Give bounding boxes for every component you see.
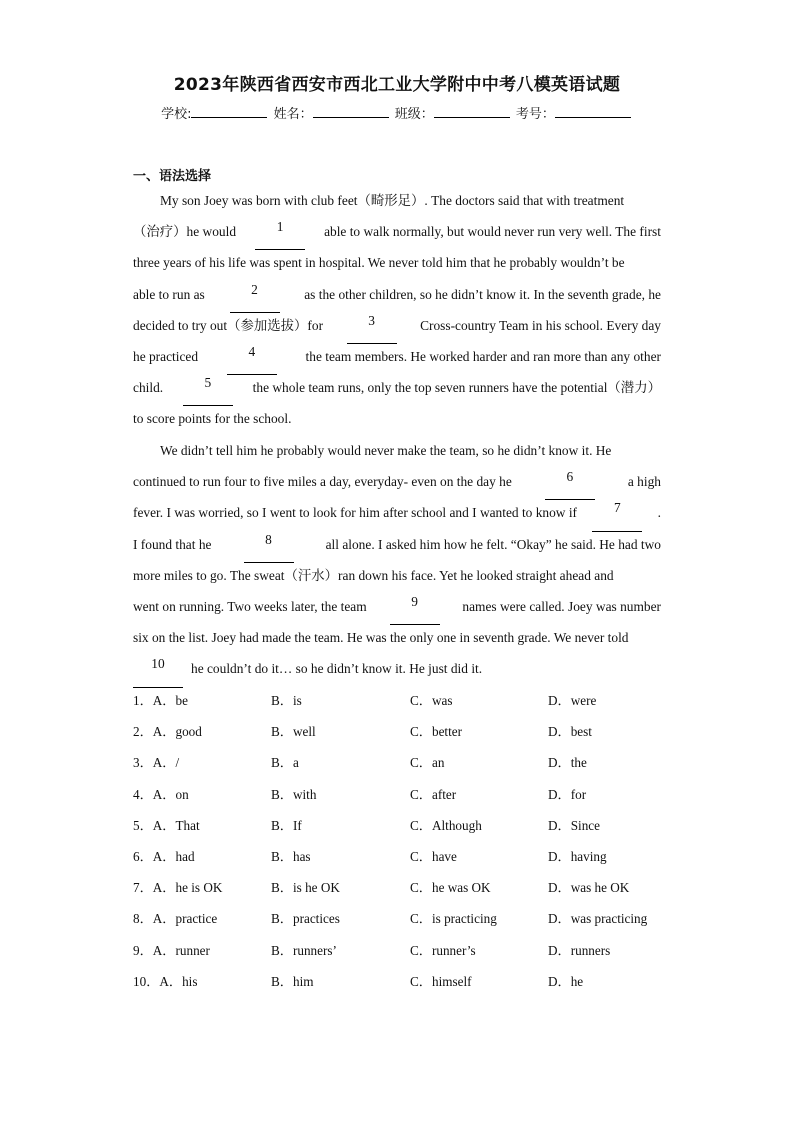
passage-text: continued to run four to five miles a day, everyday- even on the day he xyxy=(133,474,512,490)
passage-text: all alone. I asked him how he felt. “Okay” he said. He had two xyxy=(325,536,661,552)
blank-7: 7 xyxy=(592,500,642,531)
question-row-6 xyxy=(133,844,693,875)
option-b: B．well xyxy=(271,724,316,740)
option-a: 6．A．had xyxy=(133,848,195,864)
passage-text: names were called. Joey was number xyxy=(462,598,661,614)
passage-text: more miles to go. The sweat（汗水）ran down his face. Yet he looked straight ahead and xyxy=(133,567,614,583)
passage-text: a high xyxy=(627,474,661,490)
school-blank xyxy=(191,105,267,118)
passage-line xyxy=(133,438,661,469)
question-row-9 xyxy=(133,938,693,969)
option-b: B．a xyxy=(271,755,299,771)
option-b: B．with xyxy=(271,786,317,802)
option-d: D．was he OK xyxy=(548,880,630,896)
option-a: 1．A．be xyxy=(133,693,188,708)
passage-text: We didn’t tell him he probably would never make the team, so he didn’t know it. He xyxy=(160,443,612,458)
passage-line xyxy=(133,250,661,281)
info-label-school: 学校: xyxy=(161,107,192,122)
info-label-class: 班级： xyxy=(394,107,434,122)
passage-line xyxy=(133,188,661,219)
passage-line xyxy=(133,594,661,625)
option-c: C．he was OK xyxy=(410,880,491,896)
passage-line xyxy=(133,406,661,437)
passage-text: able to run as xyxy=(133,286,205,302)
option-a: 5．A．That xyxy=(133,817,200,833)
passage-line xyxy=(133,219,661,250)
passage-line xyxy=(133,344,661,375)
option-c: C．runner’s xyxy=(410,942,476,958)
blank-10: 10 xyxy=(133,656,183,687)
option-c: C．was xyxy=(410,693,453,708)
passage-line xyxy=(133,469,661,500)
class-blank xyxy=(434,105,510,118)
blank-2: 2 xyxy=(230,282,280,313)
passage-paragraph-2 xyxy=(133,438,661,688)
option-d: D．having xyxy=(548,848,607,864)
option-a: 9．A．runner xyxy=(133,942,210,958)
question-row-8 xyxy=(133,906,693,937)
passage-line xyxy=(133,563,661,594)
passage-line xyxy=(133,282,661,313)
passage-line xyxy=(133,656,661,687)
option-d: D．were xyxy=(548,693,597,708)
passage-text: fever. I was worried, so I went to look for him after school and I wanted to know if xyxy=(133,505,578,521)
question-row-10 xyxy=(133,969,693,1000)
option-c: C．Although xyxy=(410,817,482,833)
question-row-3 xyxy=(133,750,693,781)
passage-text: able to walk normally, but would never run very well. The first xyxy=(324,224,661,240)
option-a: 2．A．good xyxy=(133,724,202,740)
blank-8: 8 xyxy=(244,532,294,563)
exam-number-blank xyxy=(555,105,631,118)
option-b: B．has xyxy=(271,848,311,864)
info-label-name: 姓名： xyxy=(273,107,313,122)
blank-4: 4 xyxy=(227,344,277,375)
option-d: D．he xyxy=(548,973,584,989)
question-row-1 xyxy=(133,688,693,719)
option-c: C．have xyxy=(410,848,457,864)
passage-text: . xyxy=(657,505,661,521)
option-c: C．an xyxy=(410,755,445,771)
passage-text: he couldn’t do it… so he didn’t know it. He just did it. xyxy=(191,661,483,677)
passage-line xyxy=(133,375,661,406)
passage-paragraph-1 xyxy=(133,188,661,438)
passage-text: child. xyxy=(133,380,164,396)
option-b: B．If xyxy=(271,817,302,833)
question-row-7 xyxy=(133,875,693,906)
option-b: B．is xyxy=(271,693,302,708)
passage-text: Cross-country Team in his school. Every day xyxy=(420,317,661,333)
page-title: 2023年陕西省西安市西北工业大学附中中考八模英语试题 xyxy=(173,75,621,95)
passage-text: I found that he xyxy=(133,536,212,552)
passage-text: the team members. He worked harder and ran more than any other xyxy=(305,348,661,364)
passage-text: （治疗）he would xyxy=(133,224,237,240)
name-blank xyxy=(313,105,389,118)
option-c: C．after xyxy=(410,786,457,802)
option-c: C．himself xyxy=(410,973,472,989)
option-a: 7．A．he is OK xyxy=(133,880,223,896)
option-d: D．Since xyxy=(548,817,601,833)
passage-text: went on running. Two weeks later, the team xyxy=(133,598,367,614)
question-row-4 xyxy=(133,782,693,813)
question-row-5 xyxy=(133,813,693,844)
option-b: B．is he OK xyxy=(271,880,340,896)
passage-line xyxy=(133,500,661,531)
option-b: B．runners’ xyxy=(271,942,337,958)
option-a: 3．A．/ xyxy=(133,755,180,771)
option-a: 10．A．his xyxy=(133,973,198,989)
student-info-line xyxy=(0,103,794,122)
option-d: D．was practicing xyxy=(548,911,648,927)
option-a: 4．A．on xyxy=(133,786,189,802)
passage-line xyxy=(133,625,661,656)
passage-text: My son Joey was born with club feet（畸形足）. The doctors said that with treatment xyxy=(160,193,625,208)
question-row-2 xyxy=(133,719,693,750)
option-d: D．the xyxy=(548,755,587,771)
section-heading: 一、语法选择 xyxy=(133,169,212,184)
option-b: B．him xyxy=(271,973,314,989)
blank-9: 9 xyxy=(390,594,440,625)
passage-text: three years of his life was spent in hospital. We never told him that he probably wouldn’t be xyxy=(133,255,625,271)
option-d: D．best xyxy=(548,724,592,740)
passage-line xyxy=(133,532,661,563)
info-label-exam-number: 考号： xyxy=(515,107,555,122)
passage-text: he practiced xyxy=(133,348,199,364)
passage-text: six on the list. Joey had made the team. He was the only one in seventh grade. We never told xyxy=(133,630,629,646)
blank-1: 1 xyxy=(255,219,305,250)
answer-options xyxy=(133,688,693,1000)
option-d: D．runners xyxy=(548,942,611,958)
option-a: 8．A．practice xyxy=(133,911,218,927)
option-d: D．for xyxy=(548,786,587,802)
passage-text: the whole team runs, only the top seven runners have the potential（潜力） xyxy=(252,380,661,396)
passage-line xyxy=(133,313,661,344)
blank-5: 5 xyxy=(183,375,233,406)
passage-text: to score points for the school. xyxy=(133,411,292,427)
blank-6: 6 xyxy=(545,469,595,500)
passage-text: decided to try out（参加选拔）for xyxy=(133,317,324,333)
blank-3: 3 xyxy=(347,313,397,344)
option-c: C．better xyxy=(410,724,463,740)
option-b: B．practices xyxy=(271,911,340,927)
passage-text: as the other children, so he didn’t know it. In the seventh grade, he xyxy=(304,286,661,302)
option-c: C．is practicing xyxy=(410,911,497,927)
